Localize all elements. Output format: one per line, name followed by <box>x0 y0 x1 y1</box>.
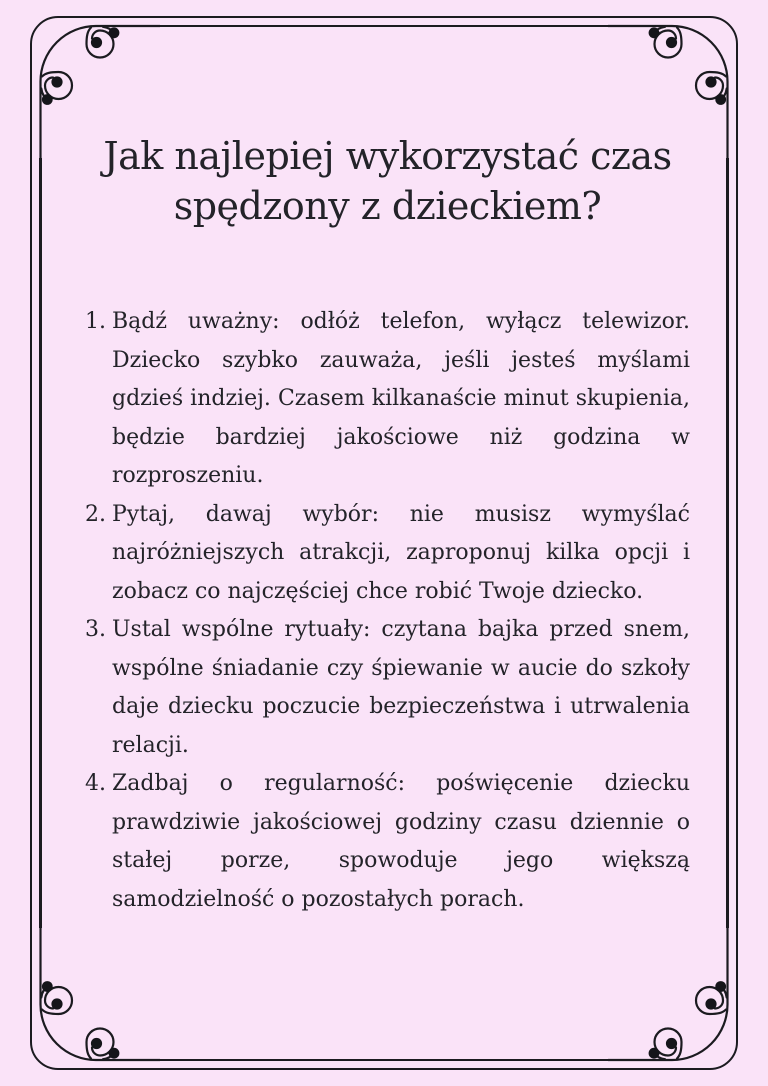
list-item <box>85 611 690 765</box>
page-title <box>85 131 690 231</box>
list-item-number: 2. <box>85 501 106 527</box>
list-item <box>85 496 690 612</box>
list-item-number: 1. <box>85 309 106 334</box>
list-item <box>85 765 690 919</box>
list-item-text: Zadbaj o regularność: poświęcenie dziecku prawdziwie jakościowej godziny czasu dziennie o stałej porze, spowoduje jego większą samodzielność o pozostałych porach. <box>112 771 690 912</box>
inner-border-bottom <box>158 1059 610 1061</box>
list-item-number: 4. <box>85 771 106 796</box>
page-title-line-2: spędzony z dzieckiem? <box>173 184 602 228</box>
tips-list <box>85 303 690 919</box>
list-item-text: Bądź uważny: odłóż telefon, wyłącz telewizor. Dziecko szybko zauważa, jeśli jesteś myślami gdzieś indziej. Czasem kilkanaście minut skupienia, będzie bardziej jakościowe niż godzina w rozproszeniu. <box>112 309 690 488</box>
list-item-text: Pytaj, dawaj wybór: nie musisz wymyślać najróżniejszych atrakcji, zaproponuj kilka opcji i zobacz co najczęściej chce robić Twoje dziecko. <box>112 501 690 604</box>
corner-flourish-icon <box>0 926 160 1086</box>
list-item <box>85 303 690 496</box>
inner-border-left <box>39 158 41 928</box>
poster-content <box>85 0 690 919</box>
inner-border-right <box>726 158 728 928</box>
list-item-number: 3. <box>85 617 106 642</box>
page-title-line-1: Jak najlepiej wykorzystać czas <box>103 134 672 178</box>
corner-flourish-icon <box>608 926 768 1086</box>
list-item-text: Ustal wspólne rytuały: czytana bajka przed snem, wspólne śniadanie czy śpiewanie w aucie do szkoły daje dziecku poczucie bezpieczeństwa i utrwalenia relacji. <box>112 617 690 758</box>
